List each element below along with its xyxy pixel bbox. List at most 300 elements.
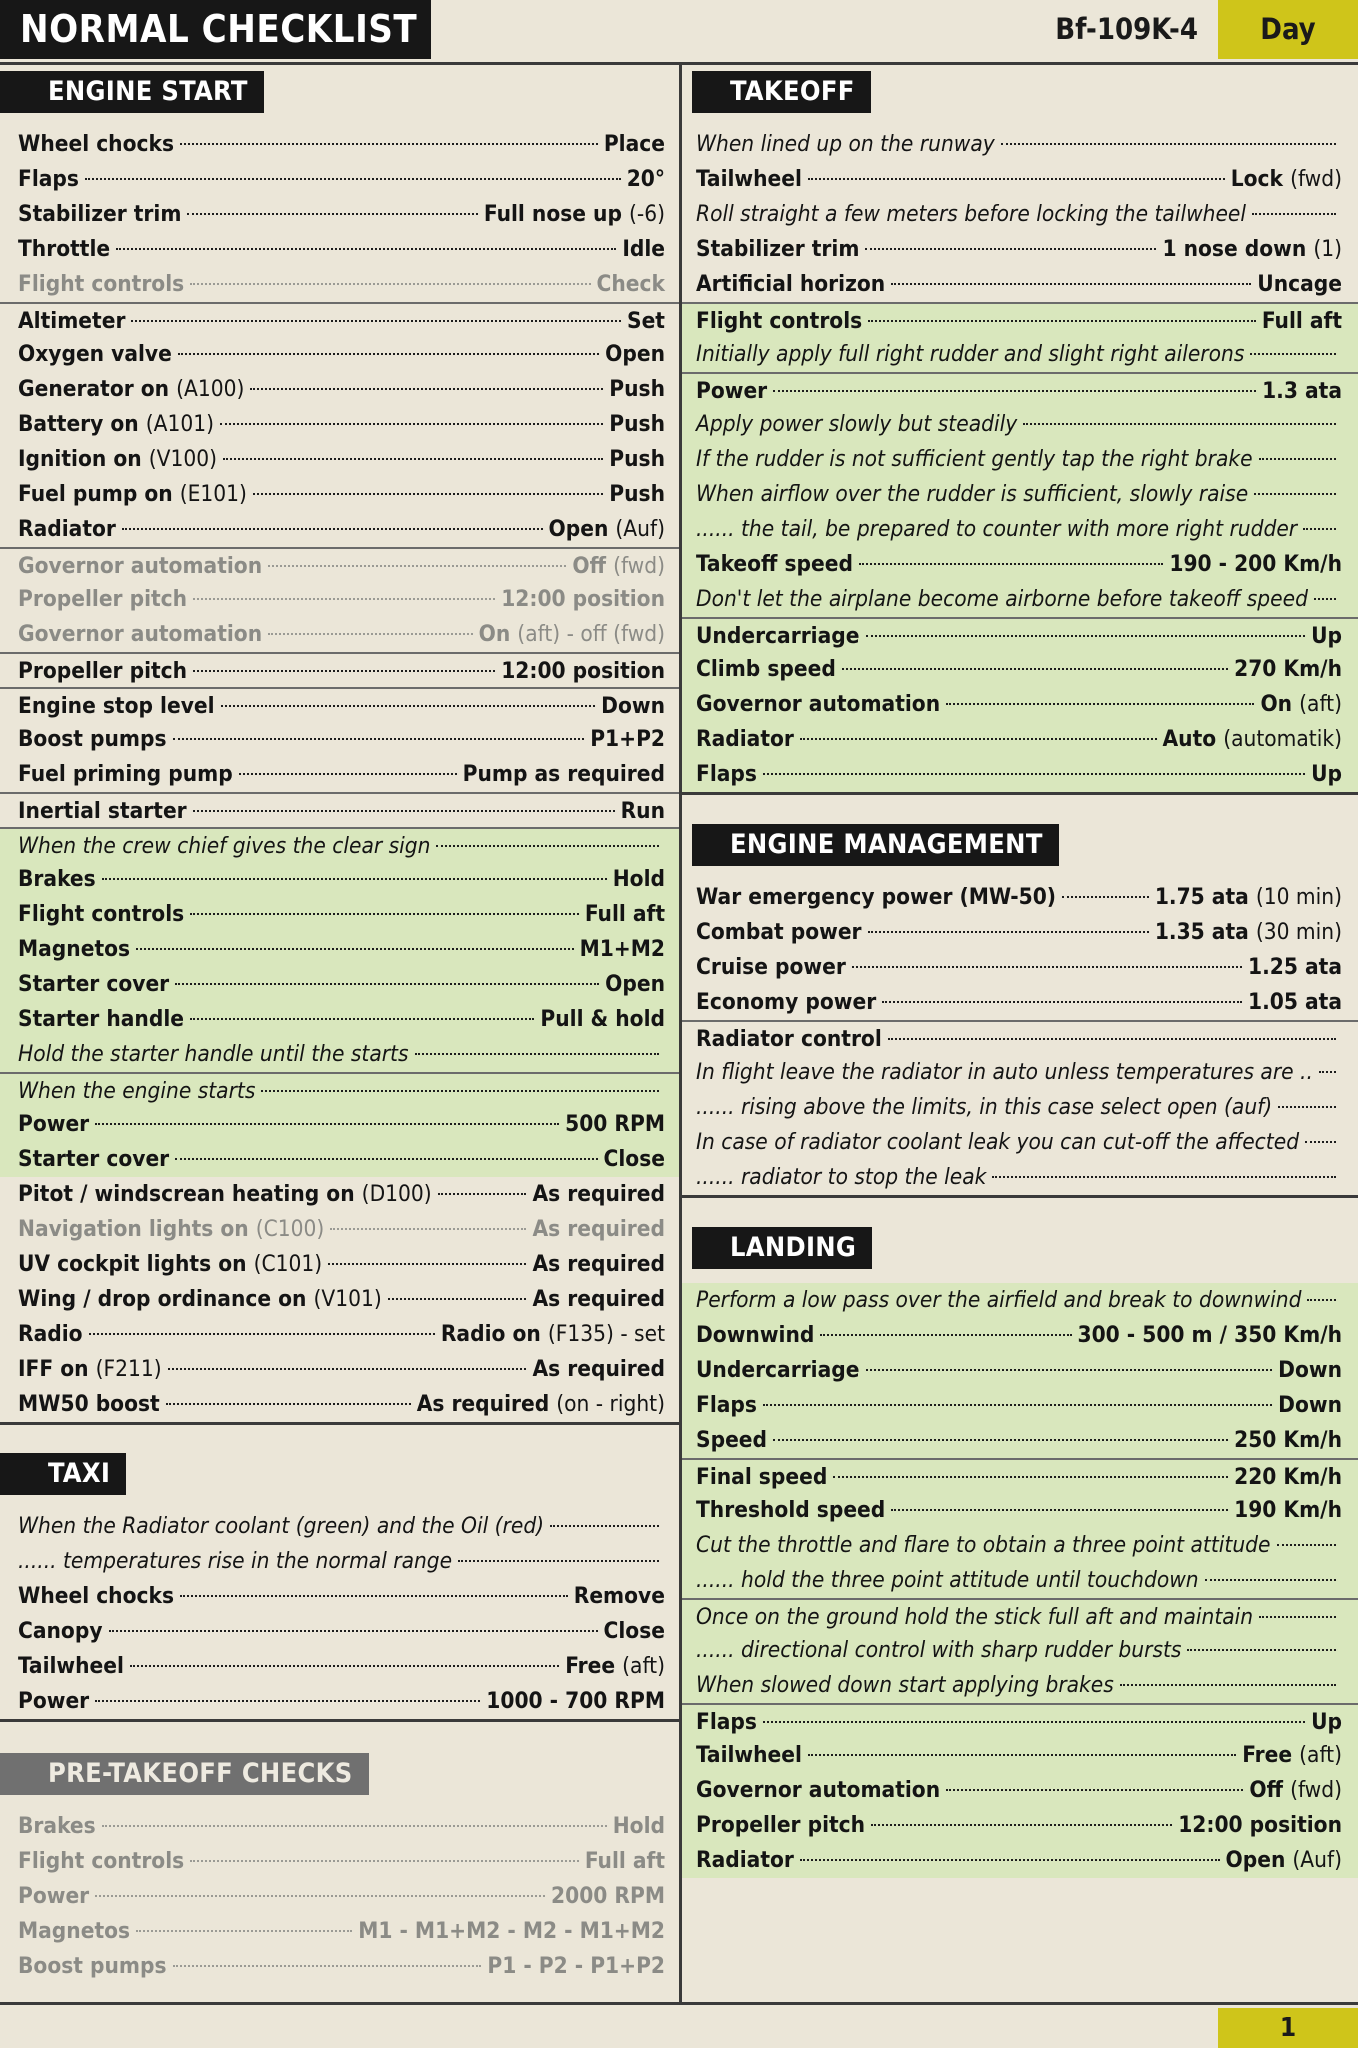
checklist-item-label	[18, 1212, 324, 1247]
checklist-row-speed	[682, 1423, 1358, 1458]
checklist-row-radiator	[0, 512, 679, 547]
dot-leader	[891, 1509, 1228, 1511]
checklist-item-text: Starter handle	[18, 1006, 184, 1032]
checklist-item-text: Tailwheel	[18, 1653, 124, 1679]
checklist-item-label	[18, 1844, 184, 1879]
checklist-value-text: M1+M2	[579, 936, 665, 962]
checklist-row-generator-on	[0, 372, 679, 407]
section-landing	[682, 1221, 1358, 1878]
checklist-item-value	[613, 862, 665, 897]
checklist-item-text: Starter cover	[18, 971, 170, 997]
checklist-row-threshold-speed	[682, 1493, 1358, 1528]
checklist-item-value	[572, 549, 665, 584]
checklist-row-don-t-let-the-airplane-become-airborne-b	[682, 582, 1358, 617]
checklist-item-value	[1234, 1423, 1342, 1458]
dot-leader	[130, 1665, 559, 1667]
checklist-value-text: Full nose up	[483, 201, 622, 227]
checklist-value-text: Up	[1311, 623, 1342, 649]
checklist-item-text: Inertial starter	[18, 798, 187, 824]
checklist-item-value	[580, 932, 665, 967]
checklist-row-power	[0, 1879, 679, 1914]
checklist-item-label	[696, 512, 1297, 547]
dot-leader	[190, 283, 590, 285]
checklist-value-text: 190 - 200 Km/h	[1169, 551, 1342, 577]
checklist-row-tailwheel	[682, 1738, 1358, 1773]
header-bar	[0, 0, 1358, 62]
checklist-row-when-the-radiator-coolant-green-and-the-	[0, 1509, 679, 1544]
checklist-value-detail: (aft) - off (fwd)	[517, 621, 665, 647]
dot-leader	[820, 1334, 1071, 1336]
checklist-item-label	[696, 1022, 882, 1057]
checklist-row-power	[682, 372, 1358, 407]
checklist-item-value	[532, 1247, 665, 1282]
checklist-row-tailwheel	[0, 1649, 679, 1684]
checklist-row-governor-automation	[0, 547, 679, 582]
dot-leader	[328, 1263, 526, 1265]
checklist-item-label	[696, 1283, 1301, 1318]
checklist-value-text: Off	[572, 553, 607, 579]
checklist-value-text: As required	[532, 1181, 665, 1207]
checklist-row-hold-the-three-point-attitude-until-touc	[682, 1563, 1358, 1598]
checklist-value-text: As required	[532, 1286, 665, 1312]
checklist-item-label	[18, 1809, 96, 1844]
dot-leader	[168, 1368, 527, 1370]
dot-leader	[95, 1895, 545, 1897]
aircraft-name: Bf-109K-4	[1055, 12, 1198, 46]
checklist-value-text: On	[478, 621, 511, 647]
checklist-value-text: 1.75 ata	[1154, 884, 1249, 910]
dot-leader	[866, 635, 1306, 637]
checklist-value-detail: (on - right)	[556, 1391, 665, 1417]
checklist-item-text: Tailwheel	[696, 166, 802, 192]
checklist-item-value	[590, 722, 665, 757]
checklist-item-value	[604, 127, 665, 162]
checklist-item-label	[18, 1509, 544, 1544]
checklist-item-value	[501, 582, 665, 617]
checklist-row-flaps	[682, 1703, 1358, 1738]
checklist-row-undercarriage	[682, 617, 1358, 652]
checklist-row-radiator-control	[682, 1020, 1358, 1055]
checklist-item-text: Ignition on	[18, 446, 142, 472]
checklist-item-value	[532, 1352, 665, 1387]
checklist-row-once-on-the-ground-hold-the-stick-full-a	[682, 1598, 1358, 1633]
checklist-item-text: MW50 boost	[18, 1391, 160, 1417]
checklist-item-text: Radiator	[696, 1847, 794, 1873]
checklist-item-label	[18, 1352, 162, 1387]
dot-leader	[1252, 213, 1336, 215]
checklist-row-starter-cover	[0, 967, 679, 1002]
checklist-item-value	[1169, 547, 1342, 582]
checklist-row-wheel-chocks	[0, 127, 679, 162]
checklist-item-label	[696, 477, 1248, 512]
checklist-row-cruise-power	[682, 950, 1358, 985]
checklist-row-wheel-chocks	[0, 1579, 679, 1614]
checklist-item-label	[696, 127, 995, 162]
checklist-value-text: Idle	[622, 236, 665, 262]
dot-leader	[415, 1053, 659, 1055]
section-pre-takeoff	[0, 1747, 679, 1984]
dot-leader	[992, 1176, 1336, 1178]
checklist-row-apply-power-slowly-but-steadily	[682, 407, 1358, 442]
checklist-item-value	[597, 267, 665, 302]
checklist-item-switch-id: (A100)	[176, 376, 245, 402]
checklist-value-detail: (aft)	[1299, 691, 1342, 717]
checklist-item-value	[532, 1177, 665, 1212]
checklist-item-text: Radiator	[696, 726, 794, 752]
checklist-item-label	[18, 549, 262, 584]
checklist-row-perform-a-low-pass-over-the-airfield-and	[682, 1283, 1358, 1318]
checklist-row-when-the-engine-starts	[0, 1072, 679, 1107]
dot-leader	[1023, 423, 1336, 425]
dot-leader	[946, 703, 1254, 705]
dot-leader	[89, 1333, 435, 1335]
checklist-item-value	[484, 197, 665, 232]
dot-leader	[871, 1824, 1172, 1826]
checklist-item-label	[696, 1423, 767, 1458]
checklist-value-text: Full aft	[584, 1848, 665, 1874]
checklist-row-when-lined-up-on-the-runway	[682, 127, 1358, 162]
checklist-item-text: Flight controls	[18, 1848, 185, 1874]
dot-leader	[1277, 1544, 1337, 1546]
checklist-item-label	[18, 1579, 174, 1614]
checklist-item-text: Propeller pitch	[18, 658, 188, 684]
checklist-value-text: 12:00 position	[501, 658, 665, 684]
section-engine-management	[682, 818, 1358, 1198]
dot-leader	[95, 1700, 480, 1702]
checklist-item-label	[696, 547, 853, 582]
dot-leader	[436, 845, 659, 847]
checklist-value-text: Place	[603, 131, 665, 157]
dot-leader	[173, 738, 585, 740]
checklist-value-text: Push	[609, 376, 665, 402]
checklist-value-text: 1.35 ata	[1154, 919, 1249, 945]
checklist-row-uv-cockpit-lights-on	[0, 1247, 679, 1282]
dot-leader	[180, 143, 598, 145]
dot-leader	[173, 1965, 482, 1967]
checklist-item-value	[487, 1949, 665, 1984]
checklist-item-text: Governor automation	[18, 621, 263, 647]
checklist-item-text: UV cockpit lights on	[18, 1251, 247, 1277]
checklist-item-label	[696, 757, 757, 792]
checklist-item-text: Canopy	[18, 1618, 103, 1644]
checklist-item-text: Magnetos	[18, 1918, 131, 1944]
checklist-item-text: Flight controls	[18, 901, 185, 927]
checklist-item-text: Apply power slowly but steadily	[696, 411, 1018, 437]
checklist-item-label	[18, 1107, 89, 1142]
checklist-item-text: Tailwheel	[696, 1742, 802, 1768]
checklist-value-text: Pump as required	[462, 761, 665, 787]
checklist-item-text: Flaps	[696, 1392, 757, 1418]
checklist-row-ignition-on	[0, 442, 679, 477]
checklist-item-label	[18, 407, 214, 442]
checklist-item-value	[585, 1844, 665, 1879]
dot-leader	[268, 565, 566, 567]
checklist-item-text: Artificial horizon	[696, 271, 886, 297]
checklist-item-value	[1234, 652, 1342, 687]
checklist-value-text: Auto	[1162, 726, 1217, 752]
dot-leader	[1319, 1071, 1336, 1073]
checklist-item-value	[627, 304, 665, 339]
landing-list	[682, 1283, 1358, 1878]
checklist-item-text: When slowed down start applying brakes	[696, 1672, 1114, 1698]
checklist-item-value	[604, 1614, 665, 1649]
checklist-value-text: 300 - 500 m / 350 Km/h	[1077, 1322, 1342, 1348]
checklist-item-label	[18, 127, 174, 162]
taxi-list	[0, 1509, 679, 1719]
checklist-item-switch-id: (E101)	[179, 481, 247, 507]
checklist-value-detail: (aft)	[1299, 1742, 1342, 1768]
checklist-item-label	[18, 1142, 169, 1177]
dot-leader	[190, 1860, 579, 1862]
checklist-item-text: Power	[18, 1883, 90, 1909]
dot-leader	[261, 1090, 659, 1092]
checklist-row-when-the-crew-chief-gives-the-clear-sign	[0, 827, 679, 862]
checklist-value-text: Open	[605, 971, 665, 997]
checklist-item-value	[1231, 162, 1342, 197]
checklist-item-text: Undercarriage	[696, 623, 860, 649]
dot-leader	[882, 1001, 1242, 1003]
checklist-row-boost-pumps	[0, 1949, 679, 1984]
dot-leader	[95, 1123, 559, 1125]
dot-leader	[175, 1158, 597, 1160]
checklist-row-wing-drop-ordinance-on	[0, 1282, 679, 1317]
checklist-value-text: Pull & hold	[540, 1006, 665, 1032]
checklist-row-flaps	[682, 1388, 1358, 1423]
checklist-item-value	[1311, 619, 1342, 654]
checklist-item-text: Propeller pitch	[696, 1812, 866, 1838]
dot-leader	[868, 320, 1256, 322]
checklist-item-text: Flaps	[696, 761, 757, 787]
checklist-value-text: Down	[601, 693, 665, 719]
checklist-row-brakes	[0, 1809, 679, 1844]
checklist-row-when-airflow-over-the-rudder-is-sufficie	[682, 477, 1358, 512]
checklist-item-text: Combat power	[696, 919, 862, 945]
checklist-item-text: When airflow over the rudder is sufficient, slowly raise	[696, 481, 1249, 507]
checklist-item-label	[696, 880, 1056, 915]
checklist-item-text: Flaps	[18, 166, 79, 192]
checklist-item-text: Threshold speed	[696, 1497, 886, 1523]
dot-leader	[438, 1193, 527, 1195]
checklist-item-text: Brakes	[18, 1813, 96, 1839]
checklist-item-label	[18, 689, 215, 724]
checklist-value-text: Up	[1311, 761, 1342, 787]
checklist-item-value	[605, 967, 665, 1002]
checklist-value-text: 2000 RPM	[551, 1883, 665, 1909]
checklist-item-switch-id: (C100)	[255, 1216, 325, 1242]
checklist-value-detail: (Auf)	[615, 516, 665, 542]
dot-leader	[239, 773, 457, 775]
checklist-row-governor-automation	[682, 1773, 1358, 1808]
checklist-row-cut-the-throttle-and-flare-to-obtain-a-t	[682, 1528, 1358, 1563]
checklist-row-radio	[0, 1317, 679, 1352]
checklist-value-text: Push	[609, 481, 665, 507]
checklist-item-text: Power	[18, 1111, 90, 1137]
checklist-value-text: Up	[1311, 1709, 1342, 1735]
checklist-value-detail: (30 min)	[1255, 919, 1342, 945]
checklist-item-text: Starter cover	[18, 1146, 170, 1172]
checklist-item-text: Generator on	[18, 376, 170, 402]
dot-leader	[866, 1369, 1273, 1371]
checklist-row-navigation-lights-on	[0, 1212, 679, 1247]
checklist-item-value	[532, 1282, 665, 1317]
checklist-item-text: Economy power	[696, 989, 877, 1015]
checklist-row-governor-automation	[682, 687, 1358, 722]
dot-leader	[116, 248, 616, 250]
checklist-item-label	[18, 477, 247, 512]
dot-leader	[1305, 1141, 1336, 1143]
checklist-item-label	[696, 1460, 827, 1495]
checklist-row-radiator	[682, 722, 1358, 757]
checklist-item-value	[609, 372, 665, 407]
dot-leader	[458, 1560, 659, 1562]
dot-leader	[136, 948, 573, 950]
checklist-item-label	[696, 1773, 940, 1808]
checklist-row-pitot-windscrean-heating-on	[0, 1177, 679, 1212]
checklist-item-label	[18, 512, 116, 547]
checklist-value-text: Open	[548, 516, 609, 542]
checklist-value-text: Hold	[612, 1813, 665, 1839]
checklist-item-value	[1311, 757, 1342, 792]
checklist-item-text: Altimeter	[18, 308, 126, 334]
checklist-item-value	[417, 1387, 665, 1422]
checklist-item-label	[18, 1684, 89, 1719]
takeoff-list	[682, 127, 1358, 792]
dot-leader	[1259, 458, 1336, 460]
checklist-item-text: Perform a low pass over the airfield and break to downwind	[696, 1287, 1302, 1313]
dot-leader	[122, 528, 543, 530]
checklist-row-battery-on	[0, 407, 679, 442]
checklist-item-label	[696, 1843, 794, 1878]
checklist-value-text: Push	[609, 411, 665, 437]
checklist-row-stabilizer-trim	[0, 197, 679, 232]
section-title-takeoff: TAKEOFF	[692, 71, 871, 113]
checklist-item-text: Power	[696, 378, 768, 404]
day-mode-badge: Day	[1218, 0, 1358, 59]
checklist-value-text: 1.05 ata	[1248, 989, 1342, 1015]
checklist-row-flaps	[682, 757, 1358, 792]
checklist-item-label	[18, 932, 130, 967]
checklist-item-text: ...... the tail, be prepared to counter with more right rudder	[696, 516, 1298, 542]
checklist-item-label	[18, 1387, 160, 1422]
checklist-item-value	[479, 617, 665, 652]
checklist-item-value	[621, 794, 665, 829]
checklist-item-text: In case of radiator coolant leak you can cut-off the affected	[696, 1129, 1300, 1155]
checklist-item-label	[18, 1914, 130, 1949]
dot-leader	[1259, 1616, 1336, 1618]
checklist-value-detail: (10 min)	[1255, 884, 1342, 910]
checklist-item-label	[18, 267, 184, 302]
checklist-value-text: Uncage	[1257, 271, 1342, 297]
checklist-value-text: 250 Km/h	[1234, 1427, 1342, 1453]
checklist-item-text: Wheel chocks	[18, 131, 175, 157]
checklist-item-label	[696, 1668, 1114, 1703]
dot-leader	[550, 1525, 659, 1527]
checklist-item-text: Downwind	[696, 1322, 815, 1348]
checklist-item-label	[696, 950, 846, 985]
checklist-item-value	[585, 897, 665, 932]
dot-leader	[763, 1404, 1272, 1406]
checklist-item-value	[1262, 374, 1342, 409]
checklist-value-text: Remove	[573, 1583, 665, 1609]
dot-leader	[842, 668, 1228, 670]
dot-leader	[1205, 1579, 1336, 1581]
checklist-value-text: On	[1260, 691, 1293, 717]
pre-takeoff-list	[0, 1809, 679, 1984]
checklist-item-text: When the engine starts	[18, 1078, 256, 1104]
checklist-item-text: Cut the throttle and flare to obtain a three point attitude	[696, 1532, 1271, 1558]
dot-leader	[85, 178, 621, 180]
checklist-item-switch-id: (V101)	[313, 1286, 382, 1312]
checklist-row-throttle	[0, 232, 679, 267]
checklist-row-combat-power	[682, 915, 1358, 950]
dot-leader	[223, 458, 603, 460]
checklist-item-label	[18, 617, 262, 652]
checklist-item-value	[1311, 1705, 1342, 1740]
checklist-value-text: Close	[603, 1146, 665, 1172]
checklist-item-text: Takeoff speed	[696, 551, 854, 577]
checklist-item-label	[696, 267, 885, 302]
dot-leader	[131, 320, 621, 322]
dot-leader	[808, 178, 1225, 180]
checklist-item-label	[696, 1563, 1199, 1598]
checklist-item-label	[696, 162, 802, 197]
checklist-item-value	[1155, 880, 1342, 915]
checklist-item-text: ...... hold the three point attitude until touchdown	[696, 1567, 1199, 1593]
checklist-item-value	[609, 442, 665, 477]
section-taxi	[0, 1447, 679, 1722]
checklist-row-flight-controls	[0, 1844, 679, 1879]
checklist-value-detail: (fwd)	[1290, 166, 1342, 192]
checklist-item-label	[18, 862, 96, 897]
checklist-item-text: IFF on	[18, 1356, 89, 1382]
checklist-item-text: Fuel pump on	[18, 481, 173, 507]
checklist-value-text: As required	[532, 1216, 665, 1242]
checklist-value-text: Set	[627, 308, 665, 334]
checklist-value-text: 1000 - 700 RPM	[486, 1688, 665, 1714]
checklist-item-text: Initially apply full right rudder and slight right ailerons	[696, 341, 1245, 367]
checklist-item-label	[18, 197, 181, 232]
checklist-value-detail: (fwd)	[1290, 1777, 1342, 1803]
checklist-value-text: Run	[620, 798, 665, 824]
checklist-item-text: Governor automation	[696, 1777, 941, 1803]
checklist-item-label	[18, 442, 217, 477]
footer-rule	[0, 2002, 1358, 2005]
dot-leader	[773, 1439, 1228, 1441]
checklist-item-label	[18, 232, 110, 267]
checklist-item-label	[696, 1493, 885, 1528]
checklist-item-value	[604, 1142, 665, 1177]
checklist-item-label	[696, 1388, 757, 1423]
checklist-row-canopy	[0, 1614, 679, 1649]
dot-leader	[190, 1018, 534, 1020]
checklist-row-flight-controls	[0, 897, 679, 932]
checklist-value-text: As required	[532, 1251, 665, 1277]
checklist-item-text: When lined up on the runway	[696, 131, 995, 157]
checklist-item-label	[696, 232, 859, 267]
checklist-item-text: Flight controls	[18, 271, 185, 297]
checklist-value-text: Push	[609, 446, 665, 472]
checklist-item-value	[1163, 722, 1342, 757]
checklist-value-detail: (fwd)	[613, 553, 665, 579]
checklist-item-value	[1234, 1493, 1342, 1528]
checklist-item-text: Once on the ground hold the stick full aft and maintain	[696, 1604, 1254, 1630]
checklist-item-value	[627, 162, 665, 197]
checklist-row-fuel-priming-pump	[0, 757, 679, 792]
checklist-row-propeller-pitch	[0, 582, 679, 617]
checklist-row-starter-cover	[0, 1142, 679, 1177]
checklist-item-label	[18, 1247, 322, 1282]
checklist-row-power	[0, 1107, 679, 1142]
